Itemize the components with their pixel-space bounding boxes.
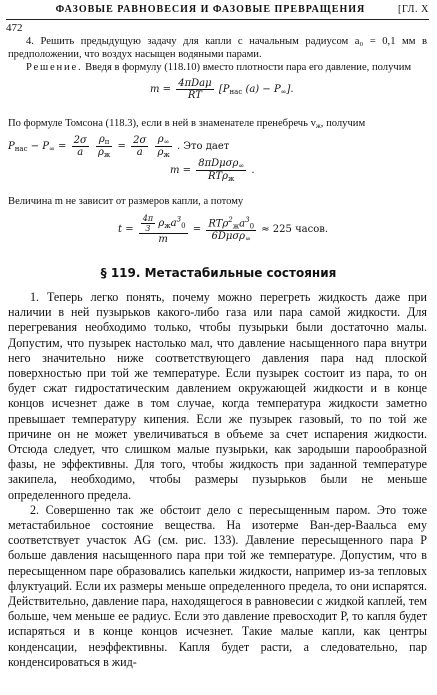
formula-2-den-4: $\rho_ж$ (157, 147, 170, 159)
formula-2-num-2: $\rho_п$ (96, 134, 112, 147)
thomson-line (8, 118, 427, 133)
header-rule (6, 19, 429, 20)
formula-4-frac-2 (206, 216, 256, 243)
formula-3-denominator: RTρ$_ж$ (208, 171, 235, 183)
formula-2-frac-1 (72, 135, 89, 158)
formula-1-fraction (176, 78, 213, 101)
formula-1-numerator: 4πDaμ (178, 78, 212, 89)
formula-2-eq: = (58, 141, 67, 152)
formula-4-approx: ≈ 225 часов. (261, 224, 329, 235)
formula-1-lhs: m = (150, 84, 172, 95)
paragraph-1: 1. Теперь легко понять, почему можно перегреть жидкость даже при наличии в ней пузырьков какого-либо газа или пара самой жидкости. Для перегревания необходимо только, чтобы пузырьки были достаточно малы. Допустим, что пузырек настолько мал, что давление насыщенного пара внутри него значительно ниже соответствующего давления пара над плоской поверхностью при той же температуре. Если пузырек состоит из пара, то он будет сжат гидростатическим давлением окружающей жидкости и в конце концов исчезнет даже в том случае, когда температура жидкости заметно превышает температуру кипения. Если же пузырек газовый, то по той же причине он не может увеличиваться в объеме за счет испарения жидкости. Отсюда следует, что слишком малые пузырьки, как зародыши парообразной фазы, не эффективны. Для того, чтобы жидкость при заданной температуре закипела, необходимо, чтобы размеры пузырьков были не меньше определенного предела. (8, 290, 427, 502)
problem-block (8, 36, 427, 74)
formula-2-tail: . Это дает (177, 141, 230, 152)
formula-1-denominator: RT (187, 90, 202, 101)
formula-2 (8, 134, 229, 159)
formula-3-numerator: 8πDμσρ$_\infty$ (198, 158, 245, 170)
formula-2-lhs-sub: нас (14, 145, 28, 153)
formula-3-fraction (196, 158, 246, 183)
running-head (6, 4, 429, 18)
thomson-text-end: , получим (320, 118, 366, 129)
section-title: § 119. Метастабильные состояния (100, 266, 337, 280)
problem-statement: 4. Решить предыдущую задачу для капли с начальным радиусом a₀ = 0,1 мм в предположении, что воздух насыщен водяными парами. (8, 36, 427, 60)
formula-3-lhs: m = (170, 165, 192, 176)
formula-4-lhs: t = (118, 224, 134, 235)
formula-2-num-1: 2σ (73, 135, 87, 146)
independence-text: Величина m не зависит от размеров капли, а потому (8, 196, 244, 207)
formula-4-eq: = (192, 224, 202, 235)
formula-1-bracket: [P (218, 84, 230, 95)
formula-2-den-2: $\rho_ж$ (97, 147, 111, 159)
formula-2-frac-2 (96, 134, 112, 159)
formula-4 (118, 214, 328, 245)
formula-1-end: ]. (286, 84, 294, 95)
paragraph-2: 2. Совершенно так же обстоит дело с пересыщенным паром. Это тоже метастабильное состояние вещества. На изотерме Ван-дер-Ваальса ему соответствует участок AG (см. рис. 133). Давление пересыщенного пара P больше давления насыщенного пара при той же температуре. Допустим, что в пересыщенном паре образовались капельки жидкости, например из-за тепловых флуктуаций. Если их размеры меньше определенного предела, то они испарятся. Действительно, давление пара, находящегося в равновесии с жидкой каплей, тем больше, чем меньше ее радиус. Если это давление превосходит P, то капля будет испаряться и в конце концов исчезнет. Такие малые капли, как центры конденсации, неэффективны. Капля будет расти, а следовательно, пар конденсироваться в жид- (8, 502, 427, 669)
formula-4-num-2: $RT\rho^2_жa^3_0$ (208, 215, 255, 231)
formula-2-mid-sub: ∞ (48, 145, 55, 153)
page-number-display: 472 (6, 22, 23, 34)
formula-2-lhs: P (8, 141, 15, 152)
formula-2-num-4: $\rho_\infty$ (155, 134, 171, 147)
thomson-text: По формуле Томсона (118.3), если в ней в знаменателе пренебречь v (8, 118, 316, 129)
main-text (8, 290, 427, 670)
solution-paragraph (8, 62, 427, 75)
formula-4-den-1: m (158, 234, 168, 245)
formula-2-eq-2: = (117, 141, 126, 152)
formula-3 (170, 158, 255, 183)
solution-label: Решение. (26, 61, 83, 73)
formula-1-sub2: ∞ (280, 88, 287, 96)
formula-4-inner-frac: $\frac{4\pi}{3}$ (142, 214, 154, 233)
formula-2-den-1: a (77, 147, 84, 158)
formula-1 (150, 78, 294, 101)
formula-2-num-3: 2σ (133, 135, 147, 146)
chapter-marker: [ГЛ. X (398, 4, 429, 15)
formula-2-frac-3 (131, 135, 148, 158)
formula-1-sub: нас (229, 88, 243, 96)
formula-2-den-3: a (136, 147, 143, 158)
formula-4-den-2: 6Dμσρ$_\infty$ (211, 231, 251, 244)
formula-1-rhs: (a) − P (245, 84, 281, 95)
solution-text: Введя в формулу (118.10) вместо плотности пара его давление, получим (85, 61, 412, 73)
independence-line (8, 196, 427, 209)
formula-4-frac-1 (139, 214, 188, 245)
formula-2-frac-4 (155, 134, 171, 159)
formula-2-mid: − P (30, 141, 49, 152)
running-title: ФАЗОВЫЕ РАВНОВЕСИЯ И ФАЗОВЫЕ ПРЕВРАЩЕНИЯ (55, 4, 366, 15)
formula-3-end: . (251, 165, 255, 176)
formula-4-num-1: $\frac{4\pi}{3}$ $\rho_жa^3_0$ (139, 214, 188, 234)
thomson-sub: ж (315, 122, 321, 130)
